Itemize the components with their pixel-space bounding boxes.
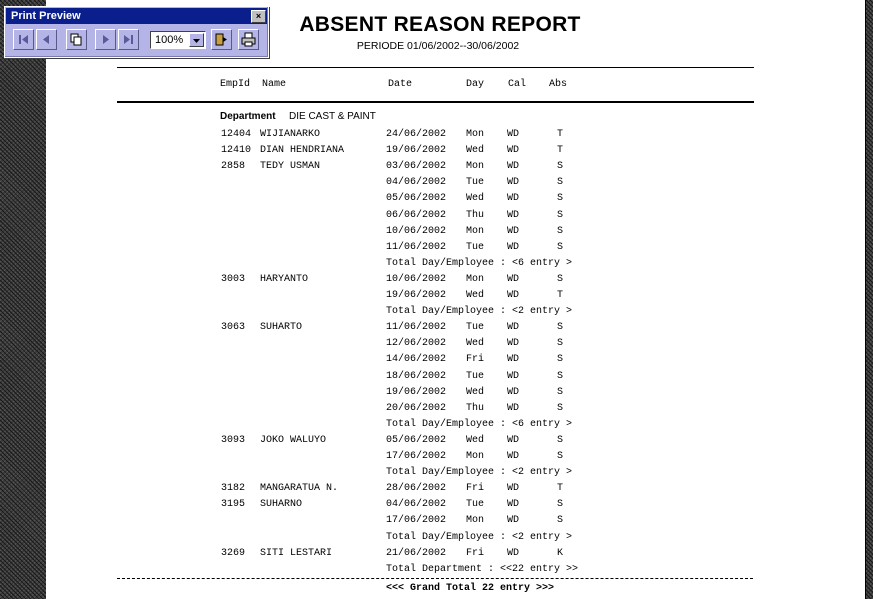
- header-top-rule: [117, 67, 754, 68]
- cell-empid: 3003: [221, 274, 246, 285]
- cell-cal: WD: [507, 129, 520, 140]
- cell-abs: K: [557, 548, 564, 559]
- cell-day: Wed: [466, 290, 485, 301]
- cell-day: Mon: [466, 274, 485, 285]
- pages-icon: [69, 32, 84, 47]
- cell-date: 17/06/2002: [386, 451, 447, 462]
- cell-cal: WD: [507, 322, 520, 333]
- cell-abs: S: [557, 226, 564, 237]
- cell-day: Wed: [466, 193, 485, 204]
- cell-empid: 3269: [221, 548, 246, 559]
- cell-abs: S: [557, 193, 564, 204]
- total-line: Total Day/Employee : <2 entry >: [386, 306, 573, 317]
- zoom-dropdown-button[interactable]: [189, 33, 204, 47]
- close-button[interactable]: [251, 10, 266, 23]
- cell-cal: WD: [507, 193, 520, 204]
- cell-cal: WD: [507, 242, 520, 253]
- cell-abs: S: [557, 177, 564, 188]
- department-name: DIE CAST & PAINT: [289, 111, 376, 122]
- cell-abs: T: [557, 290, 564, 301]
- cell-day: Wed: [466, 338, 485, 349]
- cell-day: Mon: [466, 515, 485, 526]
- grand-total: <<< Grand Total 22 entry >>>: [386, 583, 555, 594]
- cell-day: Mon: [466, 161, 485, 172]
- cell-abs: S: [557, 371, 564, 382]
- cell-empid: 12410: [221, 145, 252, 156]
- cell-abs: S: [557, 451, 564, 462]
- cell-cal: WD: [507, 177, 520, 188]
- cell-abs: S: [557, 274, 564, 285]
- cell-cal: WD: [507, 387, 520, 398]
- cell-day: Thu: [466, 210, 485, 221]
- cell-empid: 3182: [221, 483, 246, 494]
- cell-cal: WD: [507, 499, 520, 510]
- cell-abs: S: [557, 515, 564, 526]
- cell-cal: WD: [507, 515, 520, 526]
- cell-day: Thu: [466, 403, 485, 414]
- cell-day: Wed: [466, 435, 485, 446]
- cell-day: Fri: [466, 354, 485, 365]
- cell-date: 18/06/2002: [386, 371, 447, 382]
- cell-day: Wed: [466, 387, 485, 398]
- header-bottom-rule: [117, 101, 754, 103]
- cell-abs: S: [557, 322, 564, 333]
- page-edge: [865, 0, 866, 599]
- cell-empid: 3195: [221, 499, 246, 510]
- cell-name: JOKO WALUYO: [260, 435, 327, 446]
- report-title: ABSENT REASON REPORT: [299, 13, 581, 36]
- cell-cal: WD: [507, 403, 520, 414]
- cell-name: HARYANTO: [260, 274, 309, 285]
- pages-button[interactable]: [66, 29, 87, 50]
- cell-abs: S: [557, 210, 564, 221]
- cell-name: SUHARTO: [260, 322, 303, 333]
- cell-abs: S: [557, 499, 564, 510]
- cell-abs: S: [557, 387, 564, 398]
- cell-empid: 12404: [221, 129, 252, 140]
- cell-date: 12/06/2002: [386, 338, 447, 349]
- cell-cal: WD: [507, 371, 520, 382]
- cell-day: Mon: [466, 129, 485, 140]
- cell-date: 14/06/2002: [386, 354, 447, 365]
- cell-abs: S: [557, 354, 564, 365]
- cell-name: SITI LESTARI: [260, 548, 333, 559]
- cell-empid: 3063: [221, 322, 246, 333]
- cell-date: 20/06/2002: [386, 403, 447, 414]
- cell-cal: WD: [507, 483, 520, 494]
- cell-date: 11/06/2002: [386, 322, 447, 333]
- cell-cal: WD: [507, 548, 520, 559]
- cell-day: Tue: [466, 371, 485, 382]
- cell-cal: WD: [507, 145, 520, 156]
- cell-abs: S: [557, 435, 564, 446]
- cell-date: 24/06/2002: [386, 129, 447, 140]
- cell-day: Tue: [466, 499, 485, 510]
- cell-cal: WD: [507, 354, 520, 365]
- print-button[interactable]: [238, 29, 259, 50]
- cell-empid: 2858: [221, 161, 246, 172]
- first-page-icon: [16, 32, 31, 47]
- cell-date: 04/06/2002: [386, 499, 447, 510]
- cell-date: 21/06/2002: [386, 548, 447, 559]
- total-line: Total Day/Employee : <2 entry >: [386, 467, 573, 478]
- cell-abs: T: [557, 483, 564, 494]
- cell-day: Mon: [466, 226, 485, 237]
- next-page-button[interactable]: [95, 29, 116, 50]
- cell-abs: T: [557, 145, 564, 156]
- cell-cal: WD: [507, 290, 520, 301]
- header-day: Day: [466, 79, 485, 90]
- cell-cal: WD: [507, 161, 520, 172]
- cell-cal: WD: [507, 274, 520, 285]
- right-background-strip: [866, 0, 873, 599]
- cell-day: Tue: [466, 322, 485, 333]
- cell-date: 11/06/2002: [386, 242, 447, 253]
- cell-day: Tue: [466, 242, 485, 253]
- exit-door-icon: [214, 32, 229, 47]
- cell-abs: S: [557, 403, 564, 414]
- cell-date: 19/06/2002: [386, 145, 447, 156]
- cell-day: Fri: [466, 483, 485, 494]
- total-line: Total Day/Employee : <6 entry >: [386, 258, 573, 269]
- first-page-button[interactable]: [13, 29, 34, 50]
- cell-date: 06/06/2002: [386, 210, 447, 221]
- cell-cal: WD: [507, 338, 520, 349]
- cell-date: 19/06/2002: [386, 290, 447, 301]
- cell-abs: S: [557, 338, 564, 349]
- cell-day: Mon: [466, 451, 485, 462]
- cell-day: Wed: [466, 145, 485, 156]
- cell-date: 03/06/2002: [386, 161, 447, 172]
- chevron-down-icon: [190, 35, 203, 47]
- cell-abs: T: [557, 129, 564, 140]
- report-period: PERIODE 01/06/2002--30/06/2002: [356, 40, 520, 52]
- grand-total-dashed-rule: [117, 578, 753, 579]
- cell-date: 19/06/2002: [386, 387, 447, 398]
- cell-cal: WD: [507, 210, 520, 221]
- next-page-icon: [98, 32, 113, 47]
- cell-abs: S: [557, 242, 564, 253]
- department-label: Department: [220, 111, 276, 122]
- cell-day: Fri: [466, 548, 485, 559]
- print-preview-toolbar: [4, 6, 269, 58]
- printer-icon: [241, 32, 256, 47]
- header-cal: Cal: [508, 79, 527, 90]
- header-name: Name: [262, 79, 287, 90]
- cell-date: 10/06/2002: [386, 274, 447, 285]
- header-empid: EmpId: [220, 79, 251, 90]
- cell-date: 04/06/2002: [386, 177, 447, 188]
- last-page-icon: [121, 32, 136, 47]
- cell-cal: WD: [507, 451, 520, 462]
- header-abs: Abs: [549, 79, 568, 90]
- close-icon: ×: [255, 11, 262, 21]
- left-background-strip: [0, 0, 46, 599]
- cell-name: SUHARNO: [260, 499, 303, 510]
- last-page-button[interactable]: [118, 29, 139, 50]
- cell-date: 05/06/2002: [386, 435, 447, 446]
- print-preview-title: Print Preview: [11, 10, 81, 22]
- zoom-select[interactable]: [150, 31, 206, 49]
- total-line: Total Day/Employee : <2 entry >: [386, 532, 573, 543]
- cell-date: 05/06/2002: [386, 193, 447, 204]
- cell-date: 17/06/2002: [386, 515, 447, 526]
- cell-cal: WD: [507, 435, 520, 446]
- exit-button[interactable]: [211, 29, 232, 50]
- total-line: Total Day/Employee : <6 entry >: [386, 419, 573, 430]
- cell-day: Tue: [466, 177, 485, 188]
- cell-name: MANGARATUA N.: [260, 483, 339, 494]
- previous-page-icon: [39, 32, 54, 47]
- total-line: Total Department : <<22 entry >>: [386, 564, 579, 575]
- cell-empid: 3093: [221, 435, 246, 446]
- cell-abs: S: [557, 161, 564, 172]
- header-date: Date: [388, 79, 413, 90]
- cell-date: 28/06/2002: [386, 483, 447, 494]
- cell-name: TEDY USMAN: [260, 161, 321, 172]
- cell-name: WIJIANARKO: [260, 129, 321, 140]
- cell-cal: WD: [507, 226, 520, 237]
- cell-name: DIAN HENDRIANA: [260, 145, 345, 156]
- cell-date: 10/06/2002: [386, 226, 447, 237]
- zoom-value: 100%: [155, 34, 184, 46]
- previous-page-button[interactable]: [36, 29, 57, 50]
- print-preview-titlebar[interactable]: [6, 8, 267, 24]
